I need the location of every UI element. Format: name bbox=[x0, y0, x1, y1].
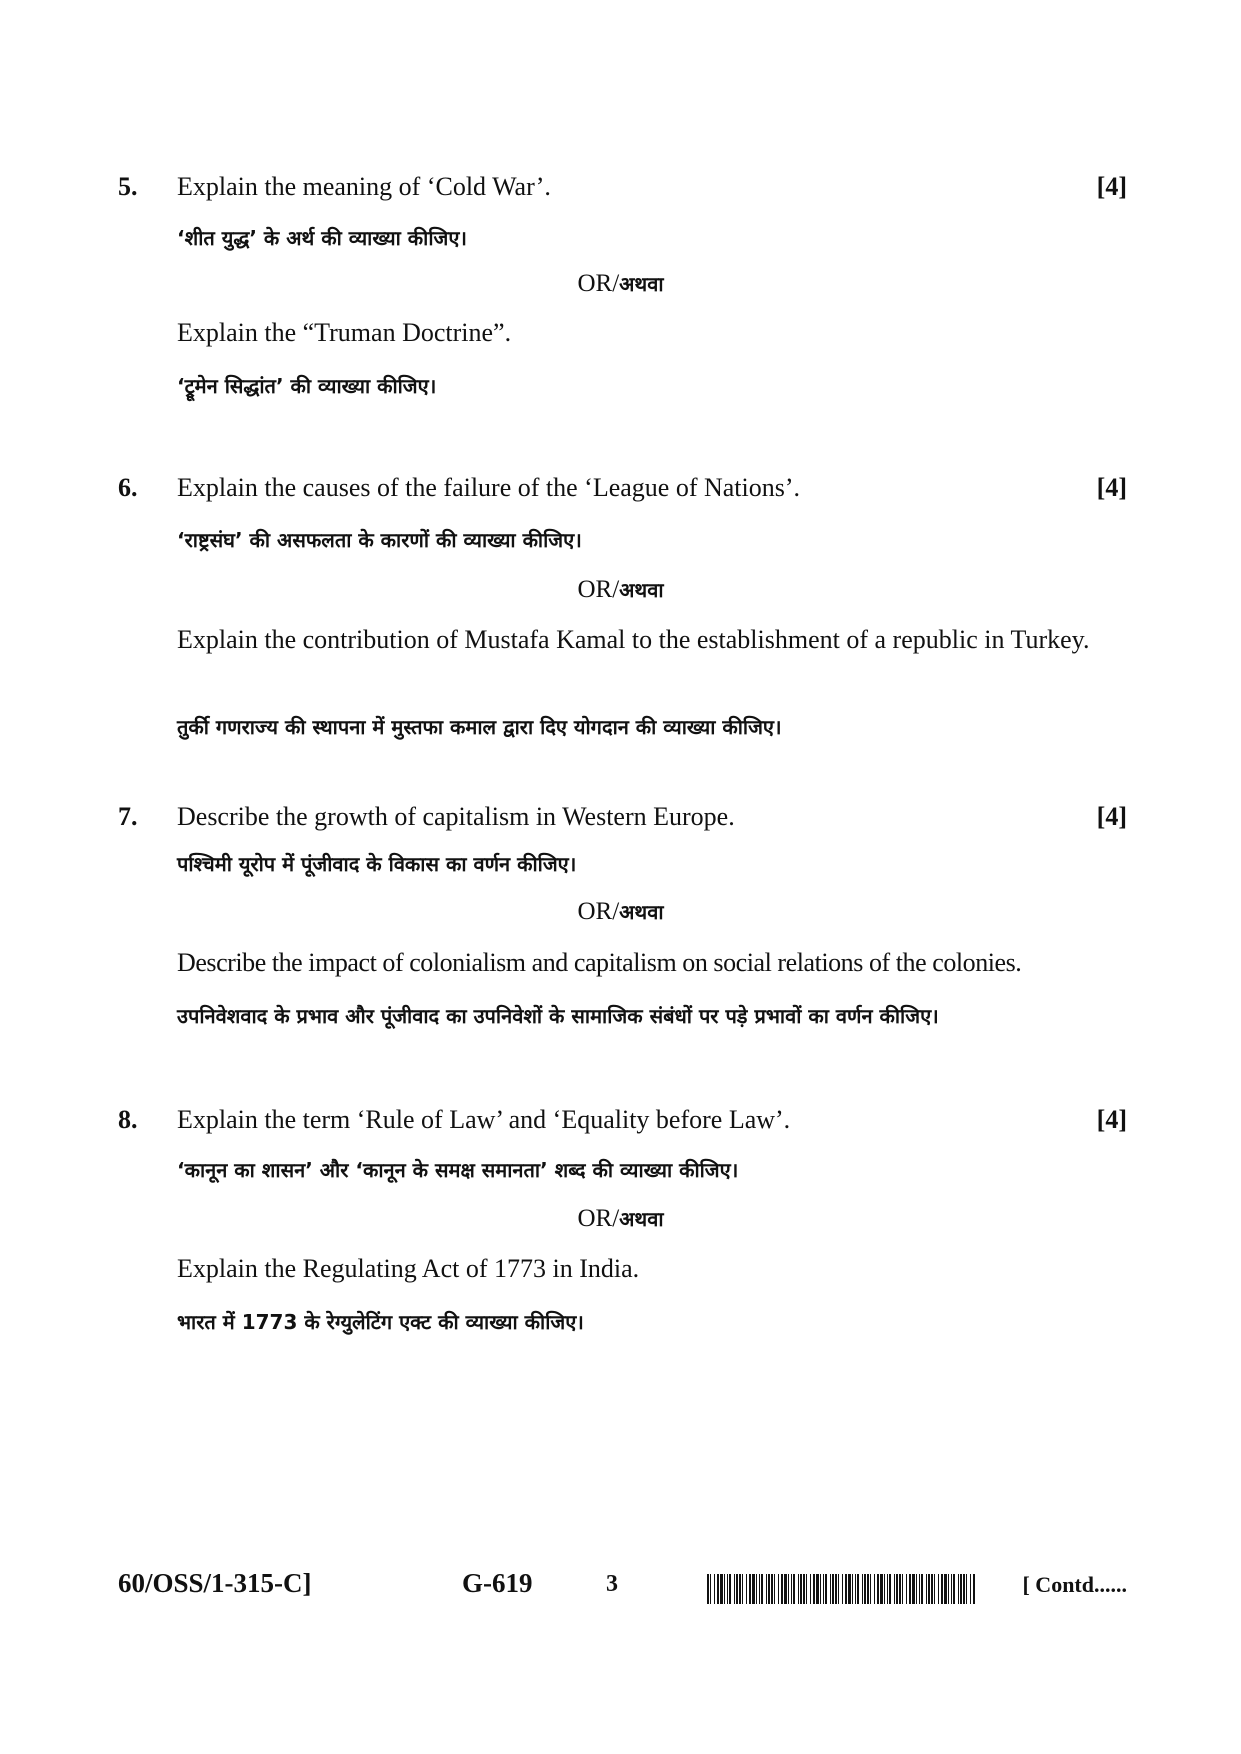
alternative-question-hi: भारत में 1773 के रेग्युलेटिंग एक्ट की व्याख्या कीजिए। bbox=[177, 1310, 584, 1334]
or-separator: OR/अथवा bbox=[577, 576, 664, 603]
or-separator: OR/अथवा bbox=[577, 1205, 664, 1232]
marks-label: [4] bbox=[1096, 473, 1127, 502]
question-text-en: Describe the growth of capitalism in Western Europe. bbox=[177, 802, 735, 831]
page-number: 3 bbox=[606, 1571, 618, 1597]
continued-label: [ Contd...... bbox=[1022, 1572, 1127, 1597]
question-text-en: Explain the meaning of ‘Cold War’. bbox=[177, 172, 551, 201]
marks-label: [4] bbox=[1096, 802, 1127, 831]
question-text-en: Explain the term ‘Rule of Law’ and ‘Equality before Law’. bbox=[177, 1105, 791, 1134]
alternative-question-hi: ‘ट्रूमेन सिद्धांत’ की व्याख्या कीजिए। bbox=[177, 374, 437, 398]
question-text-en: Explain the causes of the failure of the ‘League of Nations’. bbox=[177, 473, 801, 502]
question-text-hi: पश्चिमी यूरोप में पूंजीवाद के विकास का वर्णन कीजिए। bbox=[177, 852, 577, 876]
question-number: 7. bbox=[118, 802, 138, 831]
alternative-question-en: Explain the “Truman Doctrine”. bbox=[177, 318, 512, 347]
paper-code: 60/OSS/1-315-C] bbox=[118, 1568, 312, 1598]
alternative-question-en: Explain the contribution of Mustafa Kamal to the establishment of a republic in Turkey. bbox=[177, 625, 1090, 654]
alternative-question-hi: उपनिवेशवाद के प्रभाव और पूंजीवाद का उपनिवेशों के सामाजिक संबंधों पर पड़े प्रभावों का वर्णन कीजिए। bbox=[177, 1004, 939, 1028]
series-code: G-619 bbox=[462, 1568, 533, 1598]
question-text-hi: ‘कानून का शासन’ और ‘कानून के समक्ष समानता’ शब्द की व्याख्या कीजिए। bbox=[177, 1158, 739, 1182]
alternative-question-hi: तुर्की गणराज्य की स्थापना में मुस्तफा कमाल द्वारा दिए योगदान की व्याख्या कीजिए। bbox=[177, 715, 782, 739]
question-number: 5. bbox=[118, 172, 138, 201]
marks-label: [4] bbox=[1096, 172, 1127, 201]
marks-label: [4] bbox=[1096, 1105, 1127, 1134]
question-number: 8. bbox=[118, 1105, 138, 1134]
or-separator: OR/अथवा bbox=[577, 898, 664, 925]
or-separator: OR/अथवा bbox=[577, 270, 664, 297]
question-number: 6. bbox=[118, 473, 138, 502]
page-footer bbox=[0, 1568, 1241, 1608]
barcode-icon bbox=[707, 1574, 977, 1604]
alternative-question-en: Explain the Regulating Act of 1773 in India. bbox=[177, 1254, 640, 1283]
alternative-question-en: Describe the impact of colonialism and capitalism on social relations of the colonies. bbox=[177, 948, 1022, 977]
question-text-hi: ‘शीत युद्ध’ के अर्थ की व्याख्या कीजिए। bbox=[177, 226, 467, 250]
question-text-hi: ‘राष्ट्रसंघ’ की असफलता के कारणों की व्याख्या कीजिए। bbox=[177, 528, 582, 552]
